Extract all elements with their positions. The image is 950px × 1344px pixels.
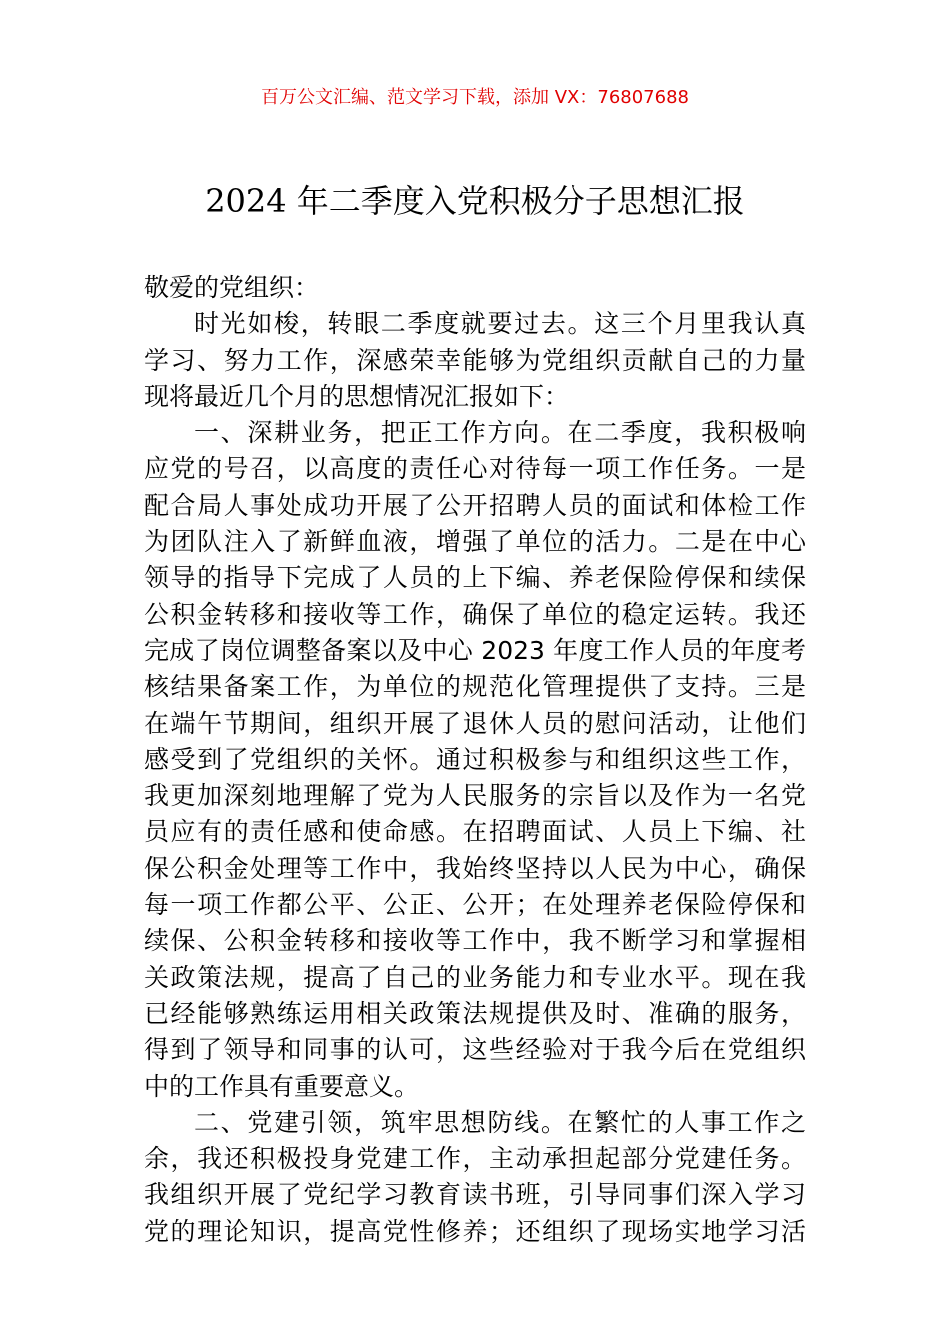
text-line: 员应有的责任感和使命感。在招聘面试、人员上下编、社 — [144, 817, 806, 847]
text-line: 感受到了党组织的关怀。通过积极参与和组织这些工作， — [144, 744, 806, 774]
text-line: 公积金转移和接收等工作，确保了单位的稳定运转。我还 — [144, 599, 806, 629]
text-line: 余，我还积极投身党建工作，主动承担起部分党建任务。 — [144, 1144, 806, 1174]
text-line: 每一项工作都公平、公正、公开；在处理养老保险停保和 — [144, 890, 806, 920]
text-line: 党的理论知识，提高党性修养；还组织了现场实地学习活 — [144, 1216, 806, 1246]
text-line: 保公积金处理等工作中，我始终坚持以人民为中心，确保 — [144, 853, 806, 883]
watermark-banner: 百万公文汇编、范文学习下载，添加 VX：76807688 — [261, 87, 689, 108]
text-line: 在端午节期间，组织开展了退休人员的慰问活动，让他们 — [144, 708, 806, 738]
text-line: 敬爱的党组织： — [144, 273, 320, 302]
text-line: 我组织开展了党纪学习教育读书班，引导同事们深入学习 — [144, 1180, 806, 1210]
text-line: 续保、公积金转移和接收等工作中，我不断学习和掌握相 — [144, 926, 806, 956]
text-line: 应党的号召，以高度的责任心对待每一项工作任务。一是 — [144, 454, 806, 484]
text-line: 完成了岗位调整备案以及中心 2023 年度工作人员的年度考 — [144, 635, 806, 665]
document-title: 2024 年二季度入党积极分子思想汇报 — [205, 182, 745, 220]
text-line: 现将最近几个月的思想情况汇报如下： — [144, 381, 570, 411]
document-body — [144, 270, 806, 1250]
text-line: 我更加深刻地理解了党为人民服务的宗旨以及作为一名党 — [144, 781, 806, 811]
text-line: 二、党建引领，筑牢思想防线。在繁忙的人事工作之 — [194, 1107, 806, 1137]
text-line: 得到了领导和同事的认可，这些经验对于我今后在党组织 — [144, 1035, 806, 1065]
text-line: 为团队注入了新鲜血液，增强了单位的活力。二是在中心 — [144, 527, 806, 557]
text-line: 中的工作具有重要意义。 — [144, 1071, 420, 1101]
text-line: 关政策法规，提高了自己的业务能力和专业水平。现在我 — [144, 962, 806, 992]
text-line: 配合局人事处成功开展了公开招聘人员的面试和体检工作 — [144, 490, 806, 520]
text-line: 领导的指导下完成了人员的上下编、养老保险停保和续保 — [144, 563, 806, 593]
text-line: 时光如梭，转眼二季度就要过去。这三个月里我认真 — [194, 309, 806, 339]
text-line: 核结果备案工作，为单位的规范化管理提供了支持。三是 — [144, 672, 806, 702]
text-line: 学习、努力工作，深感荣幸能够为党组织贡献自己的力量 — [144, 345, 806, 375]
text-line: 已经能够熟练运用相关政策法规提供及时、准确的服务， — [144, 998, 806, 1028]
text-line: 一、深耕业务，把正工作方向。在二季度，我积极响 — [194, 418, 806, 448]
